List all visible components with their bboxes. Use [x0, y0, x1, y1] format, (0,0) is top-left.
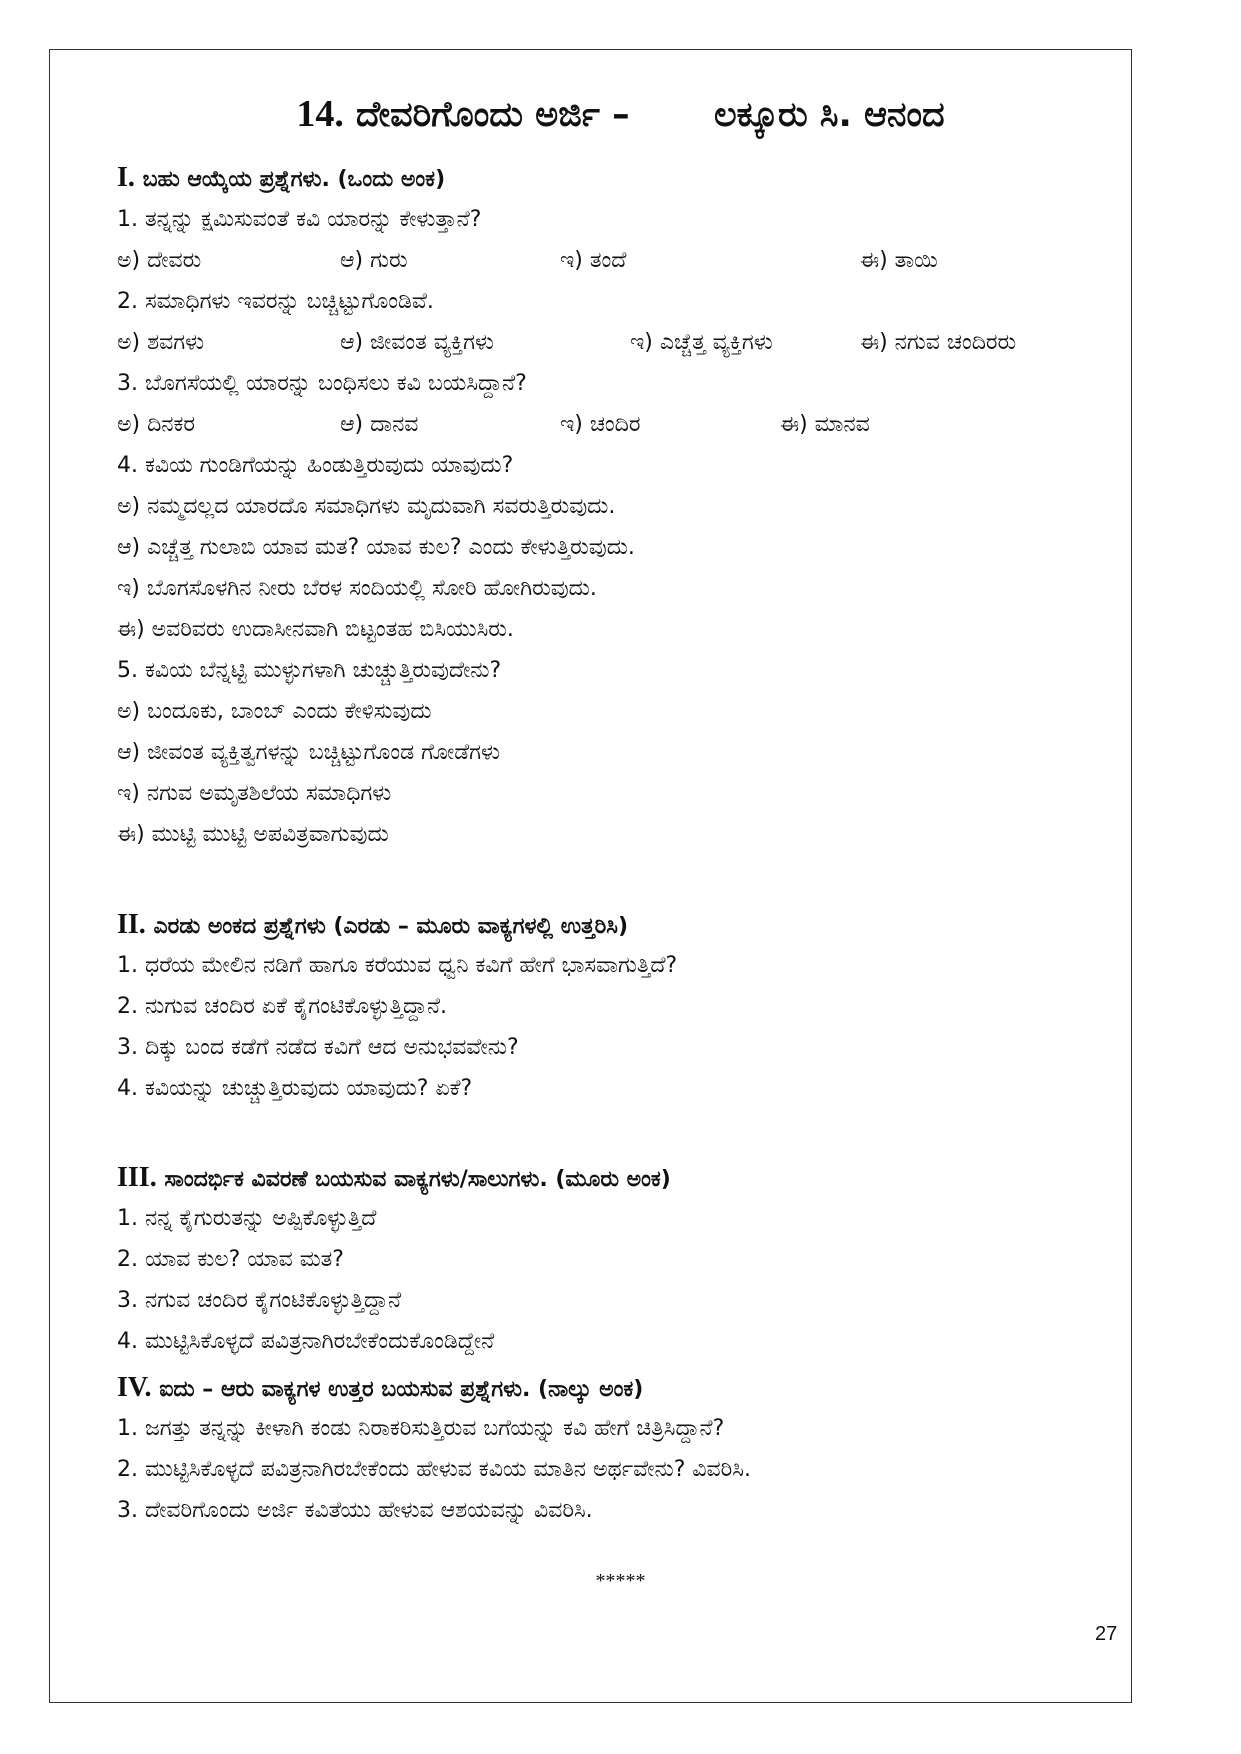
author-name: ಲಕ್ಕೂರು ಸಿ. ಆನಂದ — [713, 95, 945, 135]
option: ಅ) ನಮ್ಮದಲ್ಲದ ಯಾರದೊ ಸಮಾಧಿಗಳು ಮೃದುವಾಗಿ ಸವರುತ್ತಿರುವುದು. — [117, 494, 616, 519]
question-text: 2. ಯಾವ ಕುಲ? ಯಾವ ಮತ? — [117, 1247, 344, 1272]
question-text: 4. ಕವಿಯ ಗುಂಡಿಗೆಯನ್ನು ಹಿಂಡುತ್ತಿರುವುದು ಯಾವುದು? — [117, 453, 514, 478]
section-heading-1: I. ಬಹು ಆಯ್ಕೆಯ ಪ್ರಶ್ನೆಗಳು. (ಒಂದು ಅಂಕ) — [117, 162, 446, 193]
question-text: 2. ಮುಟ್ಟಿಸಿಕೊಳ್ಳದೆ ಪವಿತ್ರನಾಗಿರಬೇಕೆಂದು ಹೇಳುವ ಕವಿಯ ಮಾತಿನ ಅರ್ಥವೇನು? ವಿವರಿಸಿ. — [117, 1457, 751, 1482]
option: ಆ) ಎಚ್ಚೆತ್ತ ಗುಲಾಬಿ ಯಾವ ಮತ? ಯಾವ ಕುಲ? ಎಂದು ಕೇಳುತ್ತಿರುವುದು. — [117, 535, 635, 560]
question-text: 1. ಜಗತ್ತು ತನ್ನನ್ನು ಕೀಳಾಗಿ ಕಂಡು ನಿರಾಕರಿಸುತ್ತಿರುವ ಬಗೆಯನ್ನು ಕವಿ ಹೇಗೆ ಚಿತ್ರಿಸಿದ್ದಾನೆ? — [117, 1416, 725, 1441]
option: ಆ) ಗುರು — [340, 248, 408, 273]
page-number: 27 — [1095, 1623, 1118, 1645]
option: ಆ) ಜೀವಂತ ವ್ಯಕ್ತಿಗಳು — [340, 330, 494, 355]
question-text: 4. ಮುಟ್ಟಿಸಿಕೊಳ್ಳದೆ ಪವಿತ್ರನಾಗಿರಬೇಕೆಂದುಕೊಂಡಿದ್ದೇನೆ — [117, 1329, 495, 1354]
question-text: 4. ಕವಿಯನ್ನು ಚುಚ್ಚುತ್ತಿರುವುದು ಯಾವುದು? ಏಕೆ? — [117, 1076, 473, 1101]
question-text: 3. ಬೊಗಸೆಯಲ್ಲಿ ಯಾರನ್ನು ಬಂಧಿಸಲು ಕವಿ ಬಯಸಿದ್ದಾನೆ? — [117, 371, 527, 396]
page-title — [0, 92, 1241, 136]
option: ಆ) ದಾನವ — [340, 412, 419, 437]
option: ಇ) ಬೊಗಸೊಳಗಿನ ನೀರು ಬೆರಳ ಸಂದಿಯಲ್ಲಿ ಸೋರಿ ಹೋಗಿರುವುದು. — [117, 576, 597, 601]
option: ಈ) ಮಾನವ — [780, 412, 870, 437]
section-heading-2: II. ಎರಡು ಅಂಕದ ಪ್ರಶ್ನೆಗಳು (ಎರಡು – ಮೂರು ವಾಕ್ಯಗಳಲ್ಲಿ ಉತ್ತರಿಸಿ) — [117, 909, 629, 940]
option: ಅ) ದೇವರು — [117, 248, 202, 273]
end-marker: ***** — [595, 1570, 646, 1592]
option: ಇ) ನಗುವ ಅಮೃತಶಿಲೆಯ ಸಮಾಧಿಗಳು — [117, 781, 392, 806]
question-text: 2. ಸಮಾಧಿಗಳು ಇವರನ್ನು ಬಚ್ಚಿಟ್ಟುಗೊಂಡಿವೆ. — [117, 289, 434, 314]
question-text: 1. ಧರೆಯ ಮೇಲಿನ ನಡಿಗೆ ಹಾಗೂ ಕರೆಯುವ ಧ್ವನಿ ಕವಿಗೆ ಹೇಗೆ ಭಾಸವಾಗುತ್ತಿದೆ? — [117, 953, 678, 978]
option: ಈ) ಅವರಿವರು ಉದಾಸೀನವಾಗಿ ಬಿಟ್ಟಂತಹ ಬಿಸಿಯುಸಿರು. — [117, 617, 514, 642]
option: ಇ) ತಂದೆ — [560, 248, 627, 273]
question-text: 2. ನುಗುವ ಚಂದಿರ ಏಕೆ ಕೈಗಂಟಿಕೊಳ್ಳುತ್ತಿದ್ದಾನೆ. — [117, 994, 448, 1019]
poem-title: ದೇವರಿಗೊಂದು ಅರ್ಜಿ – — [356, 95, 630, 135]
question-text: 5. ಕವಿಯ ಬೆನ್ನಟ್ಟಿ ಮುಳ್ಳುಗಳಾಗಿ ಚುಚ್ಚುತ್ತಿರುವುದೇನು? — [117, 658, 502, 683]
question-text: 3. ದೇವರಿಗೊಂದು ಅರ್ಜಿ ಕವಿತೆಯು ಹೇಳುವ ಆಶಯವನ್ನು ವಿವರಿಸಿ. — [117, 1498, 593, 1523]
section-heading-4: IV. ಐದು – ಆರು ವಾಕ್ಯಗಳ ಉತ್ತರ ಬಯಸುವ ಪ್ರಶ್ನೆಗಳು. (ನಾಲ್ಕು ಅಂಕ) — [117, 1372, 644, 1403]
option: ಅ) ದಿನಕರ — [117, 412, 196, 437]
option: ಈ) ನಗುವ ಚಂದಿರರು — [860, 330, 1017, 355]
option: ಅ) ಬಂದೂಕು, ಬಾಂಬ್ ಎಂದು ಕೇಳಿಸುವುದು — [117, 699, 432, 724]
option: ಆ) ಜೀವಂತ ವ್ಯಕ್ತಿತ್ವಗಳನ್ನು ಬಚ್ಚಿಟ್ಟುಗೊಂಡ ಗೋಡೆಗಳು — [117, 740, 500, 765]
option: ಈ) ಮುಟ್ಟಿ ಮುಟ್ಟಿ ಅಪವಿತ್ರವಾಗುವುದು — [117, 822, 389, 847]
option: ಇ) ಚಂದಿರ — [560, 412, 641, 437]
question-text: 3. ನಗುವ ಚಂದಿರ ಕೈಗಂಟಿಕೊಳ್ಳುತ್ತಿದ್ದಾನೆ — [117, 1288, 402, 1313]
lesson-number: 14. — [296, 93, 344, 135]
option: ಇ) ಎಚ್ಚೆತ್ತ ವ್ಯಕ್ತಿಗಳು — [630, 330, 773, 355]
question-text: 1. ತನ್ನನ್ನು ಕ್ಷಮಿಸುವಂತೆ ಕವಿ ಯಾರನ್ನು ಕೇಳುತ್ತಾನೆ? — [117, 207, 482, 232]
question-text: 1. ನನ್ನ ಕೈಗುರುತನ್ನು ಅಪ್ಪಿಕೊಳ್ಳುತ್ತಿದೆ — [117, 1206, 377, 1231]
option: ಈ) ತಾಯಿ — [860, 248, 938, 273]
question-text: 3. ದಿಕ್ಕು ಬಂದ ಕಡೆಗೆ ನಡೆದ ಕವಿಗೆ ಆದ ಅನುಭವವೇನು? — [117, 1035, 519, 1060]
section-heading-3: III. ಸಾಂದರ್ಭಿಕ ವಿವರಣೆ ಬಯಸುವ ವಾಕ್ಯಗಳು/ಸಾಲುಗಳು. (ಮೂರು ಅಂಕ) — [117, 1162, 671, 1193]
option: ಅ) ಶವಗಳು — [117, 330, 205, 355]
